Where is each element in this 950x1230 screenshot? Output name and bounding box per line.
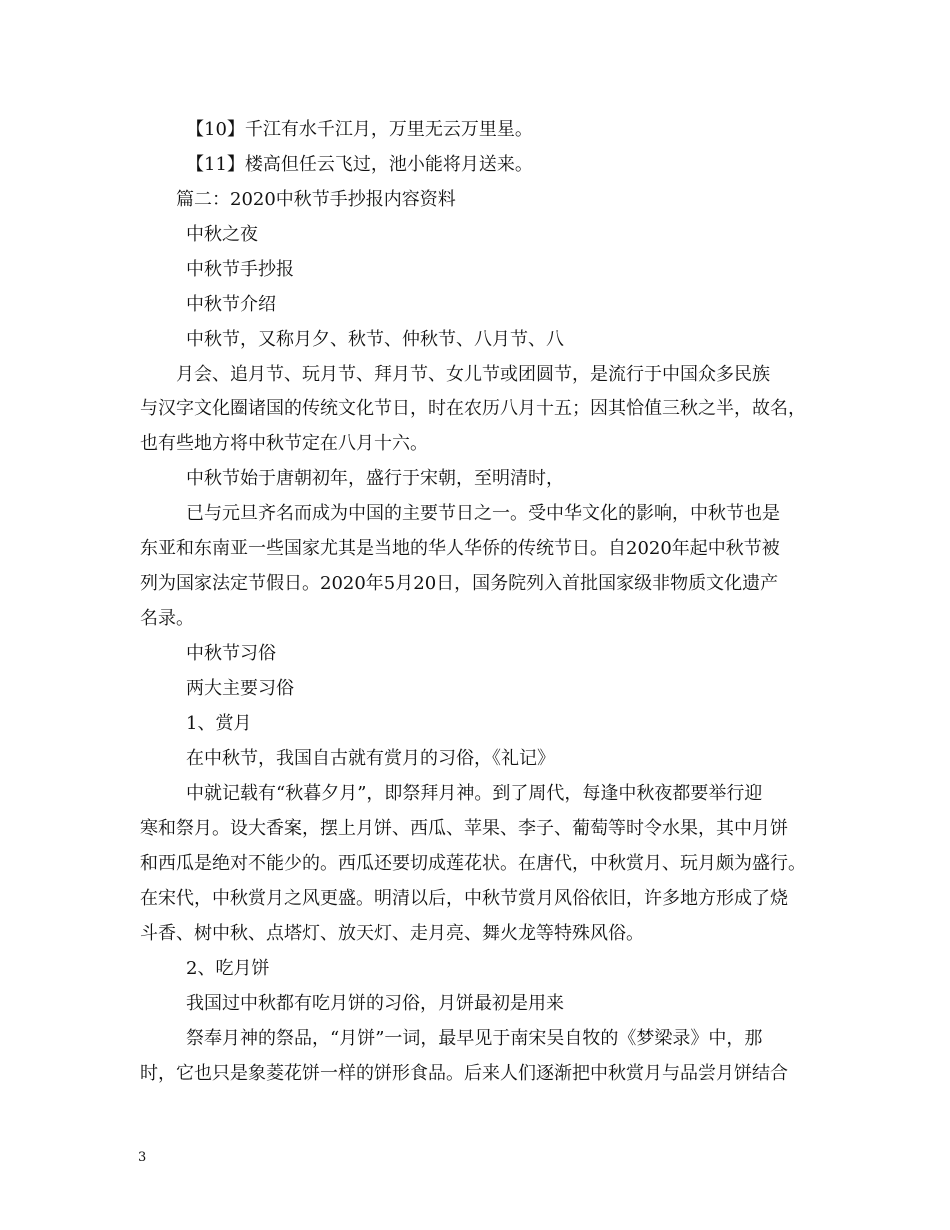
paragraph-line: 在中秋节，我国自古就有赏月的习俗，《礼记》 [186, 748, 555, 769]
subheading: 两大主要习俗 [186, 678, 294, 699]
paragraph-line: 时，它也只是象菱花饼一样的饼形食品。后来人们逐渐把中秋赏月与品尝月饼结合 [140, 1063, 788, 1084]
subheading: 中秋之夜 [186, 224, 258, 245]
paragraph-line: 也有些地方将中秋节定在八月十六。 [140, 433, 428, 454]
paragraph-line: 在宋代，中秋赏月之风更盛。明清以后，中秋节赏月风俗依旧，许多地方形成了烧 [140, 888, 788, 909]
list-item-heading: 2、吃月饼 [186, 958, 270, 979]
poem-line-10: 【10】千江有水千江月，万里无云万里星。 [186, 119, 533, 140]
paragraph-line: 斗香、树中秋、点塔灯、放天灯、走月亮、舞火龙等特殊风俗。 [140, 923, 644, 944]
list-item-heading: 1、赏月 [186, 713, 252, 734]
paragraph-line: 中秋节始于唐朝初年，盛行于宋朝，至明清时， [186, 468, 564, 489]
paragraph-line: 和西瓜是绝对不能少的。西瓜还要切成莲花状。在唐代，中秋赏月、玩月颇为盛行。 [140, 853, 806, 874]
page-number: 3 [138, 1150, 147, 1165]
poem-line-11: 【11】楼高但任云飞过，池小能将月送来。 [186, 154, 533, 175]
subheading: 中秋节手抄报 [186, 259, 294, 280]
paragraph-line: 名录。 [140, 608, 194, 629]
subheading: 中秋节习俗 [186, 643, 276, 664]
paragraph-line: 月会、追月节、玩月节、拜月节、女儿节或团圆节，是流行于中国众多民族 [176, 364, 770, 385]
paragraph-line: 祭奉月神的祭品，“月饼”一词，最早见于南宋吴自牧的《梦梁录》中，那 [186, 1028, 763, 1049]
paragraph-line: 列为国家法定节假日。2020年5月20日，国务院列入首批国家级非物质文化遗产 [140, 573, 779, 594]
paragraph-line: 已与元旦齐名而成为中国的主要节日之一。受中华文化的影响，中秋节也是 [186, 503, 780, 524]
paragraph-line: 与汉字文化圈诸国的传统文化节日，时在农历八月十五；因其恰值三秋之半，故名， [140, 398, 806, 419]
paragraph-line: 中就记载有“秋暮夕月”，即祭拜月神。到了周代，每逢中秋夜都要举行迎 [186, 783, 763, 804]
subheading: 中秋节介绍 [186, 294, 276, 315]
section-heading: 篇二：2020中秋节手抄报内容资料 [176, 189, 456, 210]
paragraph-line: 中秋节，又称月夕、秋节、仲秋节、八月节、八 [186, 329, 564, 350]
paragraph-line: 我国过中秋都有吃月饼的习俗，月饼最初是用来 [186, 993, 564, 1014]
paragraph-line: 东亚和东南亚一些国家尤其是当地的华人华侨的传统节日。自2020年起中秋节被 [140, 538, 780, 559]
paragraph-line: 寒和祭月。设大香案，摆上月饼、西瓜、苹果、李子、葡萄等时令水果，其中月饼 [140, 818, 788, 839]
